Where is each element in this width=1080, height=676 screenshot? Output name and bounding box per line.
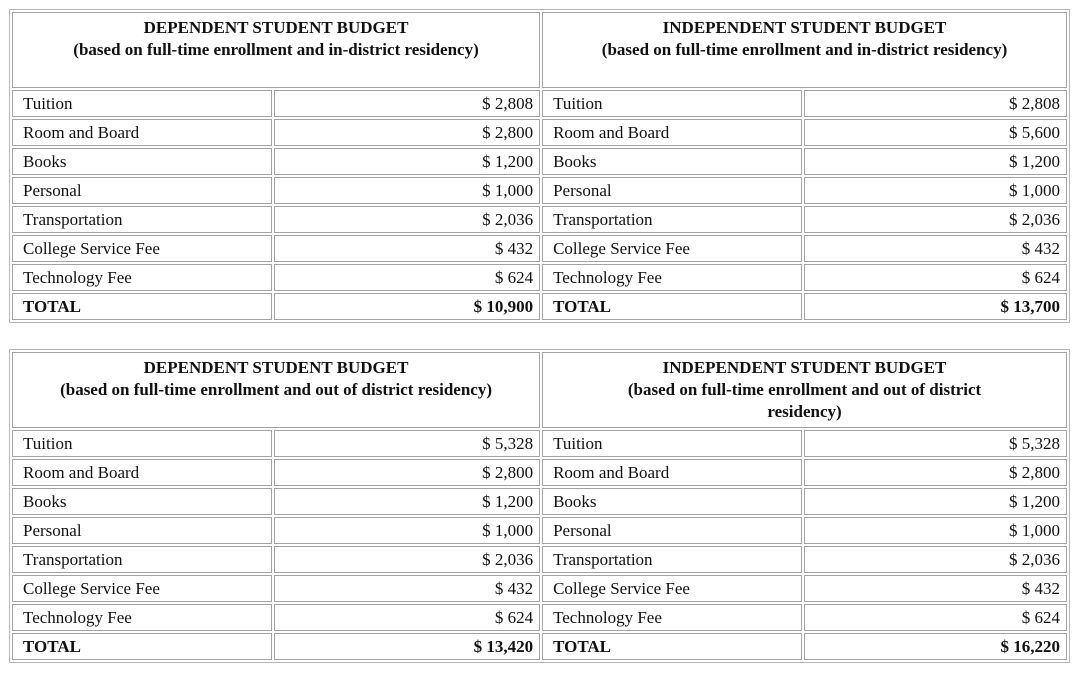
- dependent-total-label: TOTAL: [12, 293, 272, 320]
- dependent-row-amount: $ 1,200: [274, 488, 540, 515]
- independent-row-amount: $ 5,600: [804, 119, 1067, 146]
- dependent-row-label: Tuition: [12, 430, 272, 457]
- independent-row-amount: $ 1,200: [804, 148, 1067, 175]
- independent-row-label: College Service Fee: [542, 575, 802, 602]
- independent-budget-title: INDEPENDENT STUDENT BUDGET: [662, 18, 947, 37]
- dependent-budget-header: [12, 352, 540, 428]
- dependent-budget-header: [12, 12, 540, 88]
- dependent-row-label: Technology Fee: [12, 264, 272, 291]
- dependent-row-amount: $ 1,000: [274, 517, 540, 544]
- independent-row-amount: $ 432: [804, 235, 1067, 262]
- independent-row-label: Personal: [542, 177, 802, 204]
- dependent-row-amount: $ 432: [274, 575, 540, 602]
- dependent-budget-title: DEPENDENT STUDENT BUDGET: [143, 358, 409, 377]
- independent-budget-subtitle: (based on full-time enrollment and out of district residency): [627, 380, 982, 421]
- independent-total-label: TOTAL: [542, 633, 802, 660]
- independent-row-amount: $ 2,036: [804, 206, 1067, 233]
- dependent-row-label: Transportation: [12, 206, 272, 233]
- table-row: [12, 264, 1067, 291]
- independent-row-label: Books: [542, 148, 802, 175]
- budget-header-row: [12, 352, 1067, 428]
- independent-row-amount: $ 2,036: [804, 546, 1067, 573]
- independent-total-amount: $ 13,700: [804, 293, 1067, 320]
- independent-row-amount: $ 2,808: [804, 90, 1067, 117]
- dependent-budget-subtitle: (based on full-time enrollment and in-district residency): [73, 40, 479, 59]
- dependent-row-amount: $ 2,800: [274, 119, 540, 146]
- independent-row-label: Room and Board: [542, 119, 802, 146]
- dependent-row-amount: $ 432: [274, 235, 540, 262]
- table-row: [12, 575, 1067, 602]
- independent-row-label: Room and Board: [542, 459, 802, 486]
- table-row: [12, 235, 1067, 262]
- independent-row-amount: $ 624: [804, 604, 1067, 631]
- dependent-row-amount: $ 2,036: [274, 546, 540, 573]
- independent-row-amount: $ 432: [804, 575, 1067, 602]
- table-row: [12, 546, 1067, 573]
- dependent-row-label: Books: [12, 488, 272, 515]
- independent-row-amount: $ 1,000: [804, 517, 1067, 544]
- dependent-row-label: Tuition: [12, 90, 272, 117]
- out-of-district-budget-table: [9, 349, 1070, 663]
- dependent-total-amount: $ 13,420: [274, 633, 540, 660]
- table-row: [12, 488, 1067, 515]
- total-row: [12, 293, 1067, 320]
- independent-row-amount: $ 1,000: [804, 177, 1067, 204]
- independent-row-label: Tuition: [542, 90, 802, 117]
- dependent-row-amount: $ 624: [274, 264, 540, 291]
- independent-row-label: Transportation: [542, 206, 802, 233]
- independent-budget-header: [542, 12, 1067, 88]
- independent-total-amount: $ 16,220: [804, 633, 1067, 660]
- dependent-row-amount: $ 624: [274, 604, 540, 631]
- dependent-row-label: College Service Fee: [12, 575, 272, 602]
- in-district-budget-table: [9, 9, 1070, 323]
- dependent-row-label: Personal: [12, 517, 272, 544]
- total-row: [12, 633, 1067, 660]
- independent-budget-title: INDEPENDENT STUDENT BUDGET: [662, 358, 947, 377]
- independent-row-label: Technology Fee: [542, 264, 802, 291]
- dependent-total-label: TOTAL: [12, 633, 272, 660]
- independent-row-label: Technology Fee: [542, 604, 802, 631]
- independent-row-label: Books: [542, 488, 802, 515]
- dependent-row-label: College Service Fee: [12, 235, 272, 262]
- budget-header-row: [12, 12, 1067, 88]
- independent-row-amount: $ 1,200: [804, 488, 1067, 515]
- dependent-row-label: Technology Fee: [12, 604, 272, 631]
- dependent-row-label: Room and Board: [12, 119, 272, 146]
- independent-row-label: College Service Fee: [542, 235, 802, 262]
- independent-row-amount: $ 5,328: [804, 430, 1067, 457]
- table-row: [12, 90, 1067, 117]
- dependent-budget-title: DEPENDENT STUDENT BUDGET: [143, 18, 409, 37]
- dependent-budget-subtitle: (based on full-time enrollment and out of district residency): [60, 380, 492, 399]
- independent-row-label: Transportation: [542, 546, 802, 573]
- dependent-row-amount: $ 2,036: [274, 206, 540, 233]
- table-row: [12, 177, 1067, 204]
- dependent-row-label: Personal: [12, 177, 272, 204]
- dependent-row-amount: $ 5,328: [274, 430, 540, 457]
- table-row: [12, 430, 1067, 457]
- table-row: [12, 604, 1067, 631]
- dependent-row-amount: $ 1,200: [274, 148, 540, 175]
- independent-total-label: TOTAL: [542, 293, 802, 320]
- dependent-row-label: Transportation: [12, 546, 272, 573]
- dependent-row-amount: $ 2,800: [274, 459, 540, 486]
- dependent-row-label: Room and Board: [12, 459, 272, 486]
- independent-row-amount: $ 2,800: [804, 459, 1067, 486]
- independent-row-label: Personal: [542, 517, 802, 544]
- table-row: [12, 148, 1067, 175]
- independent-budget-header: [542, 352, 1067, 428]
- dependent-row-amount: $ 2,808: [274, 90, 540, 117]
- dependent-total-amount: $ 10,900: [274, 293, 540, 320]
- table-row: [12, 206, 1067, 233]
- independent-budget-subtitle: (based on full-time enrollment and in-district residency): [601, 40, 1008, 59]
- independent-row-label: Tuition: [542, 430, 802, 457]
- table-row: [12, 517, 1067, 544]
- dependent-row-label: Books: [12, 148, 272, 175]
- dependent-row-amount: $ 1,000: [274, 177, 540, 204]
- table-row: [12, 459, 1067, 486]
- table-row: [12, 119, 1067, 146]
- independent-row-amount: $ 624: [804, 264, 1067, 291]
